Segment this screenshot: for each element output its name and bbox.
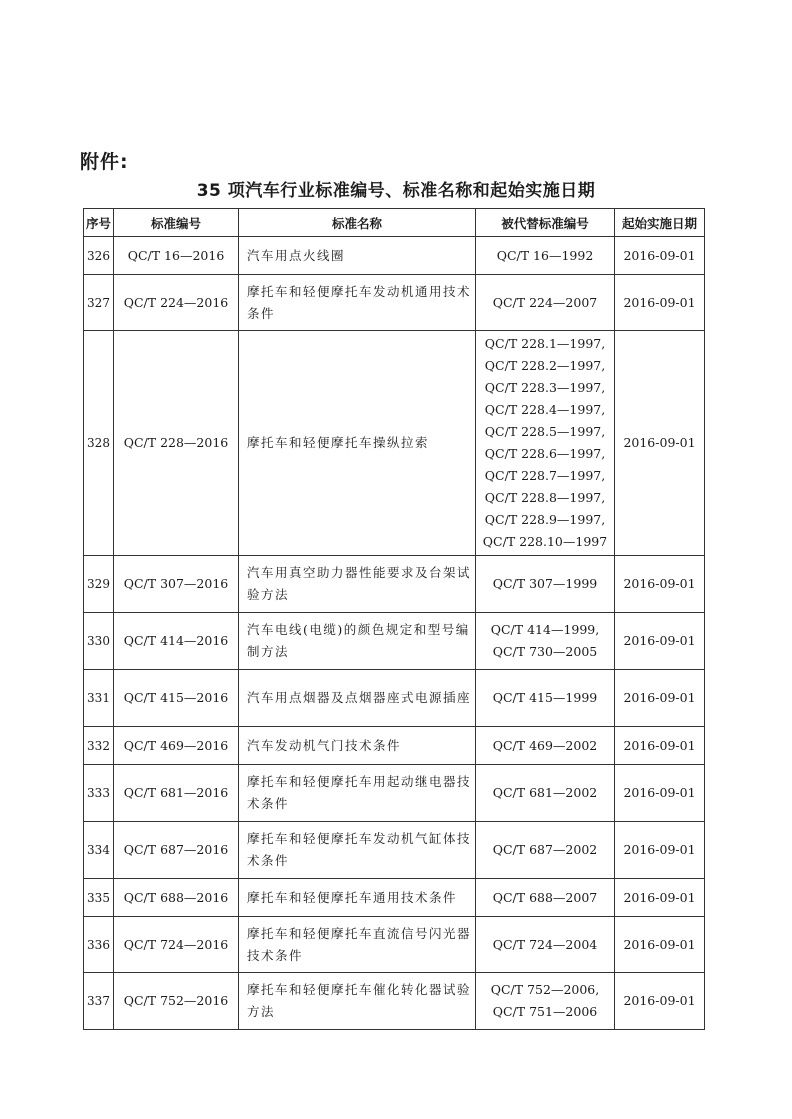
replaced-code-line: QC/T 228.2—1997, (484, 358, 606, 373)
cell-replaced-code (476, 973, 615, 1030)
cell-standard-name: 摩托车和轻便摩托车操纵拉索 (239, 331, 476, 556)
cell-standard-code: QC/T 228—2016 (114, 331, 239, 556)
cell-seq: 327 (84, 275, 114, 331)
cell-standard-name: 汽车用点火线圈 (239, 237, 476, 275)
table-row (84, 727, 705, 765)
cell-standard-code: QC/T 681—2016 (114, 765, 239, 822)
replaced-code-line: QC/T 724—2004 (492, 936, 598, 952)
replaced-code-line: QC/T 228.8—1997, (484, 490, 606, 505)
cell-seq: 336 (84, 917, 114, 973)
cell-standard-code: QC/T 16—2016 (114, 237, 239, 275)
table-row (84, 822, 705, 879)
cell-replaced-code (476, 879, 615, 917)
cell-effective-date: 2016-09-01 (615, 275, 705, 331)
cell-standard-code: QC/T 688—2016 (114, 879, 239, 917)
cell-seq: 326 (84, 237, 114, 275)
cell-replaced-code (476, 670, 615, 727)
table-row (84, 331, 705, 556)
attachment-label: 附件: (80, 151, 129, 173)
cell-effective-date: 2016-09-01 (615, 237, 705, 275)
cell-standard-code: QC/T 752—2016 (114, 973, 239, 1030)
replaced-code-line: QC/T 228.10—1997 (482, 534, 608, 549)
header-standard-name: 标准名称 (239, 209, 476, 237)
cell-replaced-code (476, 917, 615, 973)
cell-standard-name: 摩托车和轻便摩托车发动机通用技术条件 (239, 275, 476, 331)
cell-replaced-code (476, 331, 615, 556)
cell-seq: 333 (84, 765, 114, 822)
cell-seq: 331 (84, 670, 114, 727)
replaced-code-line: QC/T 414—1999, (490, 622, 600, 637)
table-row (84, 237, 705, 275)
replaced-code-line: QC/T 415—1999 (492, 690, 598, 705)
cell-standard-name: 汽车发动机气门技术条件 (239, 727, 476, 765)
table-header-row (84, 209, 705, 237)
cell-effective-date: 2016-09-01 (615, 822, 705, 879)
replaced-code-line: QC/T 228.1—1997, (484, 336, 606, 351)
cell-standard-code: QC/T 414—2016 (114, 613, 239, 670)
replaced-code-line: QC/T 752—2006, (490, 982, 600, 997)
cell-effective-date: 2016-09-01 (615, 879, 705, 917)
cell-replaced-code (476, 275, 615, 331)
table-body (84, 237, 705, 1030)
cell-standard-name: 汽车用真空助力器性能要求及台架试验方法 (239, 556, 476, 613)
cell-standard-code: QC/T 687—2016 (114, 822, 239, 879)
header-effective-date: 起始实施日期 (615, 209, 705, 237)
cell-seq: 335 (84, 879, 114, 917)
replaced-code-line: QC/T 228.3—1997, (484, 380, 606, 395)
cell-standard-name: 汽车电线(电缆)的颜色规定和型号编制方法 (239, 613, 476, 670)
cell-effective-date: 2016-09-01 (615, 331, 705, 556)
cell-replaced-code (476, 237, 615, 275)
cell-effective-date: 2016-09-01 (615, 670, 705, 727)
replaced-code-line: QC/T 681—2002 (492, 785, 598, 800)
replaced-code-line: QC/T 307—1999 (492, 576, 598, 591)
replaced-code-line: QC/T 730—2005 (492, 644, 598, 659)
header-standard-code: 标准编号 (114, 209, 239, 237)
table-row (84, 973, 705, 1030)
table-row (84, 879, 705, 917)
cell-replaced-code (476, 765, 615, 822)
cell-effective-date: 2016-09-01 (615, 613, 705, 670)
cell-seq: 329 (84, 556, 114, 613)
cell-seq: 332 (84, 727, 114, 765)
replaced-code-line: QC/T 228.7—1997, (484, 468, 606, 483)
standards-table (83, 208, 705, 1030)
cell-standard-code: QC/T 224—2016 (114, 275, 239, 331)
cell-effective-date: 2016-09-01 (615, 917, 705, 973)
cell-effective-date: 2016-09-01 (615, 973, 705, 1030)
replaced-code-line: QC/T 228.6—1997, (484, 446, 606, 461)
cell-effective-date: 2016-09-01 (615, 727, 705, 765)
replaced-code-line: QC/T 228.4—1997, (484, 402, 606, 417)
table-row (84, 556, 705, 613)
cell-replaced-code (476, 727, 615, 765)
cell-replaced-code (476, 822, 615, 879)
replaced-code-line: QC/T 687—2002 (492, 842, 598, 857)
replaced-code-line: QC/T 228.5—1997, (484, 424, 606, 439)
cell-replaced-code (476, 613, 615, 670)
table-row (84, 917, 705, 973)
table-row (84, 670, 705, 727)
cell-standard-code: QC/T 469—2016 (114, 727, 239, 765)
replaced-code-line: QC/T 224—2007 (492, 294, 598, 310)
cell-standard-code: QC/T 415—2016 (114, 670, 239, 727)
cell-seq: 330 (84, 613, 114, 670)
table-row (84, 275, 705, 331)
cell-seq: 337 (84, 973, 114, 1030)
replaced-code-line: QC/T 228.9—1997, (484, 512, 606, 527)
replaced-code-line: QC/T 688—2007 (492, 889, 598, 905)
table-row (84, 765, 705, 822)
cell-standard-name: 摩托车和轻便摩托车发动机气缸体技术条件 (239, 822, 476, 879)
cell-standard-name: 汽车用点烟器及点烟器座式电源插座 (239, 670, 476, 727)
table-row (84, 613, 705, 670)
replaced-code-line: QC/T 469—2002 (492, 737, 598, 753)
cell-standard-name: 摩托车和轻便摩托车催化转化器试验方法 (239, 973, 476, 1030)
cell-standard-name: 摩托车和轻便摩托车用起动继电器技术条件 (239, 765, 476, 822)
replaced-code-line: QC/T 16—1992 (496, 247, 594, 263)
cell-standard-code: QC/T 724—2016 (114, 917, 239, 973)
header-replaced-code: 被代替标准编号 (476, 209, 615, 237)
cell-standard-name: 摩托车和轻便摩托车通用技术条件 (239, 879, 476, 917)
cell-standard-name: 摩托车和轻便摩托车直流信号闪光器技术条件 (239, 917, 476, 973)
cell-effective-date: 2016-09-01 (615, 556, 705, 613)
header-seq: 序号 (84, 209, 114, 237)
cell-standard-code: QC/T 307—2016 (114, 556, 239, 613)
cell-effective-date: 2016-09-01 (615, 765, 705, 822)
cell-seq: 334 (84, 822, 114, 879)
cell-replaced-code (476, 556, 615, 613)
replaced-code-line: QC/T 751—2006 (492, 1004, 598, 1019)
cell-seq: 328 (84, 331, 114, 556)
document-title: 35 项汽车行业标准编号、标准名称和起始实施日期 (196, 181, 596, 201)
